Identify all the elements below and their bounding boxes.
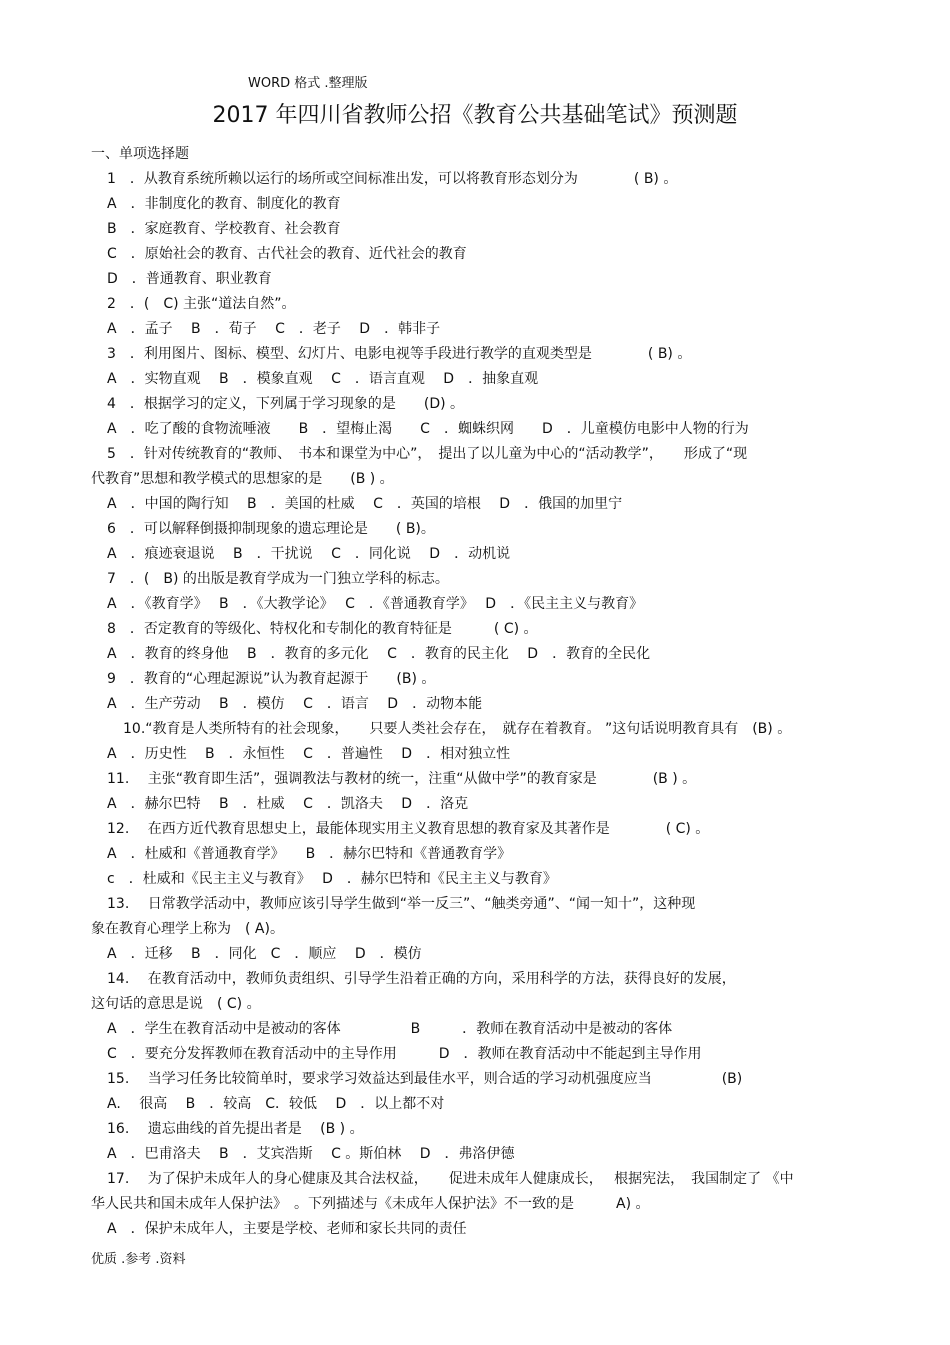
text-line: 2 ．( C) 主张“道法自然”。 [107, 296, 296, 312]
text-line: A ．《教育学》 B ．《大教学论》 C ．《普通教育学》 D ．《民主主义与教育》 [107, 596, 644, 612]
text-line: A ．孟子 B ．荀子 C ．老子 D ．韩非子 [107, 321, 441, 337]
text-line: 代教育”思想和教学模式的思想家的是 (B ) 。 [91, 471, 394, 487]
text-line: 10.“教育是人类所特有的社会现象， 只要人类社会存在， 就存在着教育。 ”这句话说明教育具有 (B) 。 [123, 721, 792, 737]
text-line: 7 ．( B) 的出版是教育学成为一门独立学科的标志。 [107, 571, 449, 587]
text-line: A ．痕迹衰退说 B ．干扰说 C ．同化说 D ．动机说 [107, 546, 511, 562]
text-line: 这句话的意思是说 ( C) 。 [91, 996, 261, 1012]
text-line: 华人民共和国未成年人保护法》 。下列描述与《未成年人保护法》不一致的是 A) 。 [91, 1196, 650, 1212]
text-line: A ．迁移 B ．同化 C ．顺应 D ．模仿 [107, 946, 422, 962]
text-line: 13. 日常教学活动中，教师应该引导学生做到“举一反三”、“触类旁通”、“闻一知十”，这种现 [107, 896, 696, 912]
text-line: A ．杜威和《普通教育学》 B ．赫尔巴特和《普通教育学》 [107, 846, 512, 862]
text-line: 16. 遗忘曲线的首先提出者是 (B ) 。 [107, 1121, 364, 1137]
text-line: A ．历史性 B ．永恒性 C ．普遍性 D ．相对独立性 [107, 746, 511, 762]
text-line: C ．要充分发挥教师在教育活动中的主导作用 D ．教师在教育活动中不能起到主导作用 [107, 1046, 702, 1062]
text-line: 5 ．针对传统教育的“教师、 书本和课堂为中心”， 提出了以儿童为中心的“活动教学”， 形成了“现 [107, 446, 748, 462]
text-line: 象在教育心理学上称为 ( A)。 [91, 921, 284, 937]
text-line: 1 ．从教育系统所赖以运行的场所或空间标准出发，可以将教育形态划分为 ( B) 。 [107, 171, 678, 187]
text-line: A ．中国的陶行知 B ．美国的杜威 C ．英国的培根 D ．俄国的加里宁 [107, 496, 623, 512]
text-line: A. 很高 B ．较高 C．较低 D ．以上都不对 [107, 1096, 445, 1112]
text-line: A ．非制度化的教育、制度化的教育 [107, 196, 341, 212]
text-line: A ．教育的终身他 B ．教育的多元化 C ．教育的民主化 D ．教育的全民化 [107, 646, 651, 662]
text-line: 15. 当学习任务比较简单时，要求学习效益达到最佳水平，则合适的学习动机强度应当 (B) [107, 1071, 743, 1087]
text-line: 6 ．可以解释倒摄抑制现象的遗忘理论是 ( B)。 [107, 521, 435, 537]
text-line: A ．学生在教育活动中是被动的客体 B ．教师在教育活动中是被动的客体 [107, 1021, 673, 1037]
page-footer: 优质 .参考 .资料 [91, 1252, 186, 1267]
text-line: 14. 在教育活动中，教师负责组织、引导学生沿着正确的方向，采用科学的方法，获得良好的发展， [107, 971, 736, 987]
text-line: 一、单项选择题 [91, 146, 189, 162]
text-line: 4 ．根据学习的定义，下列属于学习现象的是 (D) 。 [107, 396, 465, 412]
page-title: 2017 年四川省教师公招《教育公共基础笔试》预测题 [212, 103, 738, 128]
text-line: c ．杜威和《民主主义与教育》 D ．赫尔巴特和《民主主义与教育》 [107, 871, 557, 887]
text-line: A ．实物直观 B ．模象直观 C ．语言直观 D ．抽象直观 [107, 371, 539, 387]
text-line: A ．生产劳动 B ．模仿 C ．语言 D ．动物本能 [107, 696, 483, 712]
text-line: B ．家庭教育、学校教育、社会教育 [107, 221, 341, 237]
text-line: 8 ．否定教育的等级化、特权化和专制化的教育特征是 ( C) 。 [107, 621, 538, 637]
text-line: A ．吃了酸的食物流唾液 B ．望梅止渴 C ．蜘蛛织网 D ．儿童模仿电影中人物的行为 [107, 421, 749, 437]
text-line: 9 ．教育的“心理起源说”认为教育起源于 (B) 。 [107, 671, 436, 687]
text-line: A ．巴甫洛夫 B ．艾宾浩斯 C 。斯伯林 D ．弗洛伊德 [107, 1146, 515, 1162]
text-line: A ．保护未成年人，主要是学校、老师和家长共同的责任 [107, 1221, 467, 1237]
text-line: 3 ．利用图片、图标、模型、幻灯片、电影电视等手段进行教学的直观类型是 ( B) 。 [107, 346, 692, 362]
text-line: 17. 为了保护未成年人的身心健康及其合法权益， 促进未成年人健康成长， 根据宪法， 我国制定了 《中 [107, 1171, 794, 1187]
text-line: A ．赫尔巴特 B ．杜威 C ．凯洛夫 D ．洛克 [107, 796, 469, 812]
text-line: C ．原始社会的教育、古代社会的教育、近代社会的教育 [107, 246, 467, 262]
text-line: 12. 在西方近代教育思想史上，最能体现实用主义教育思想的教育家及其著作是 ( C) 。 [107, 821, 710, 837]
text-line: 11. 主张“教育即生活”，强调教法与教材的统一，注重“从做中学”的教育家是 (B ) 。 [107, 771, 697, 787]
text-line: D ．普通教育、职业教育 [107, 271, 272, 287]
page-header: WORD 格式 .整理版 [248, 76, 368, 91]
